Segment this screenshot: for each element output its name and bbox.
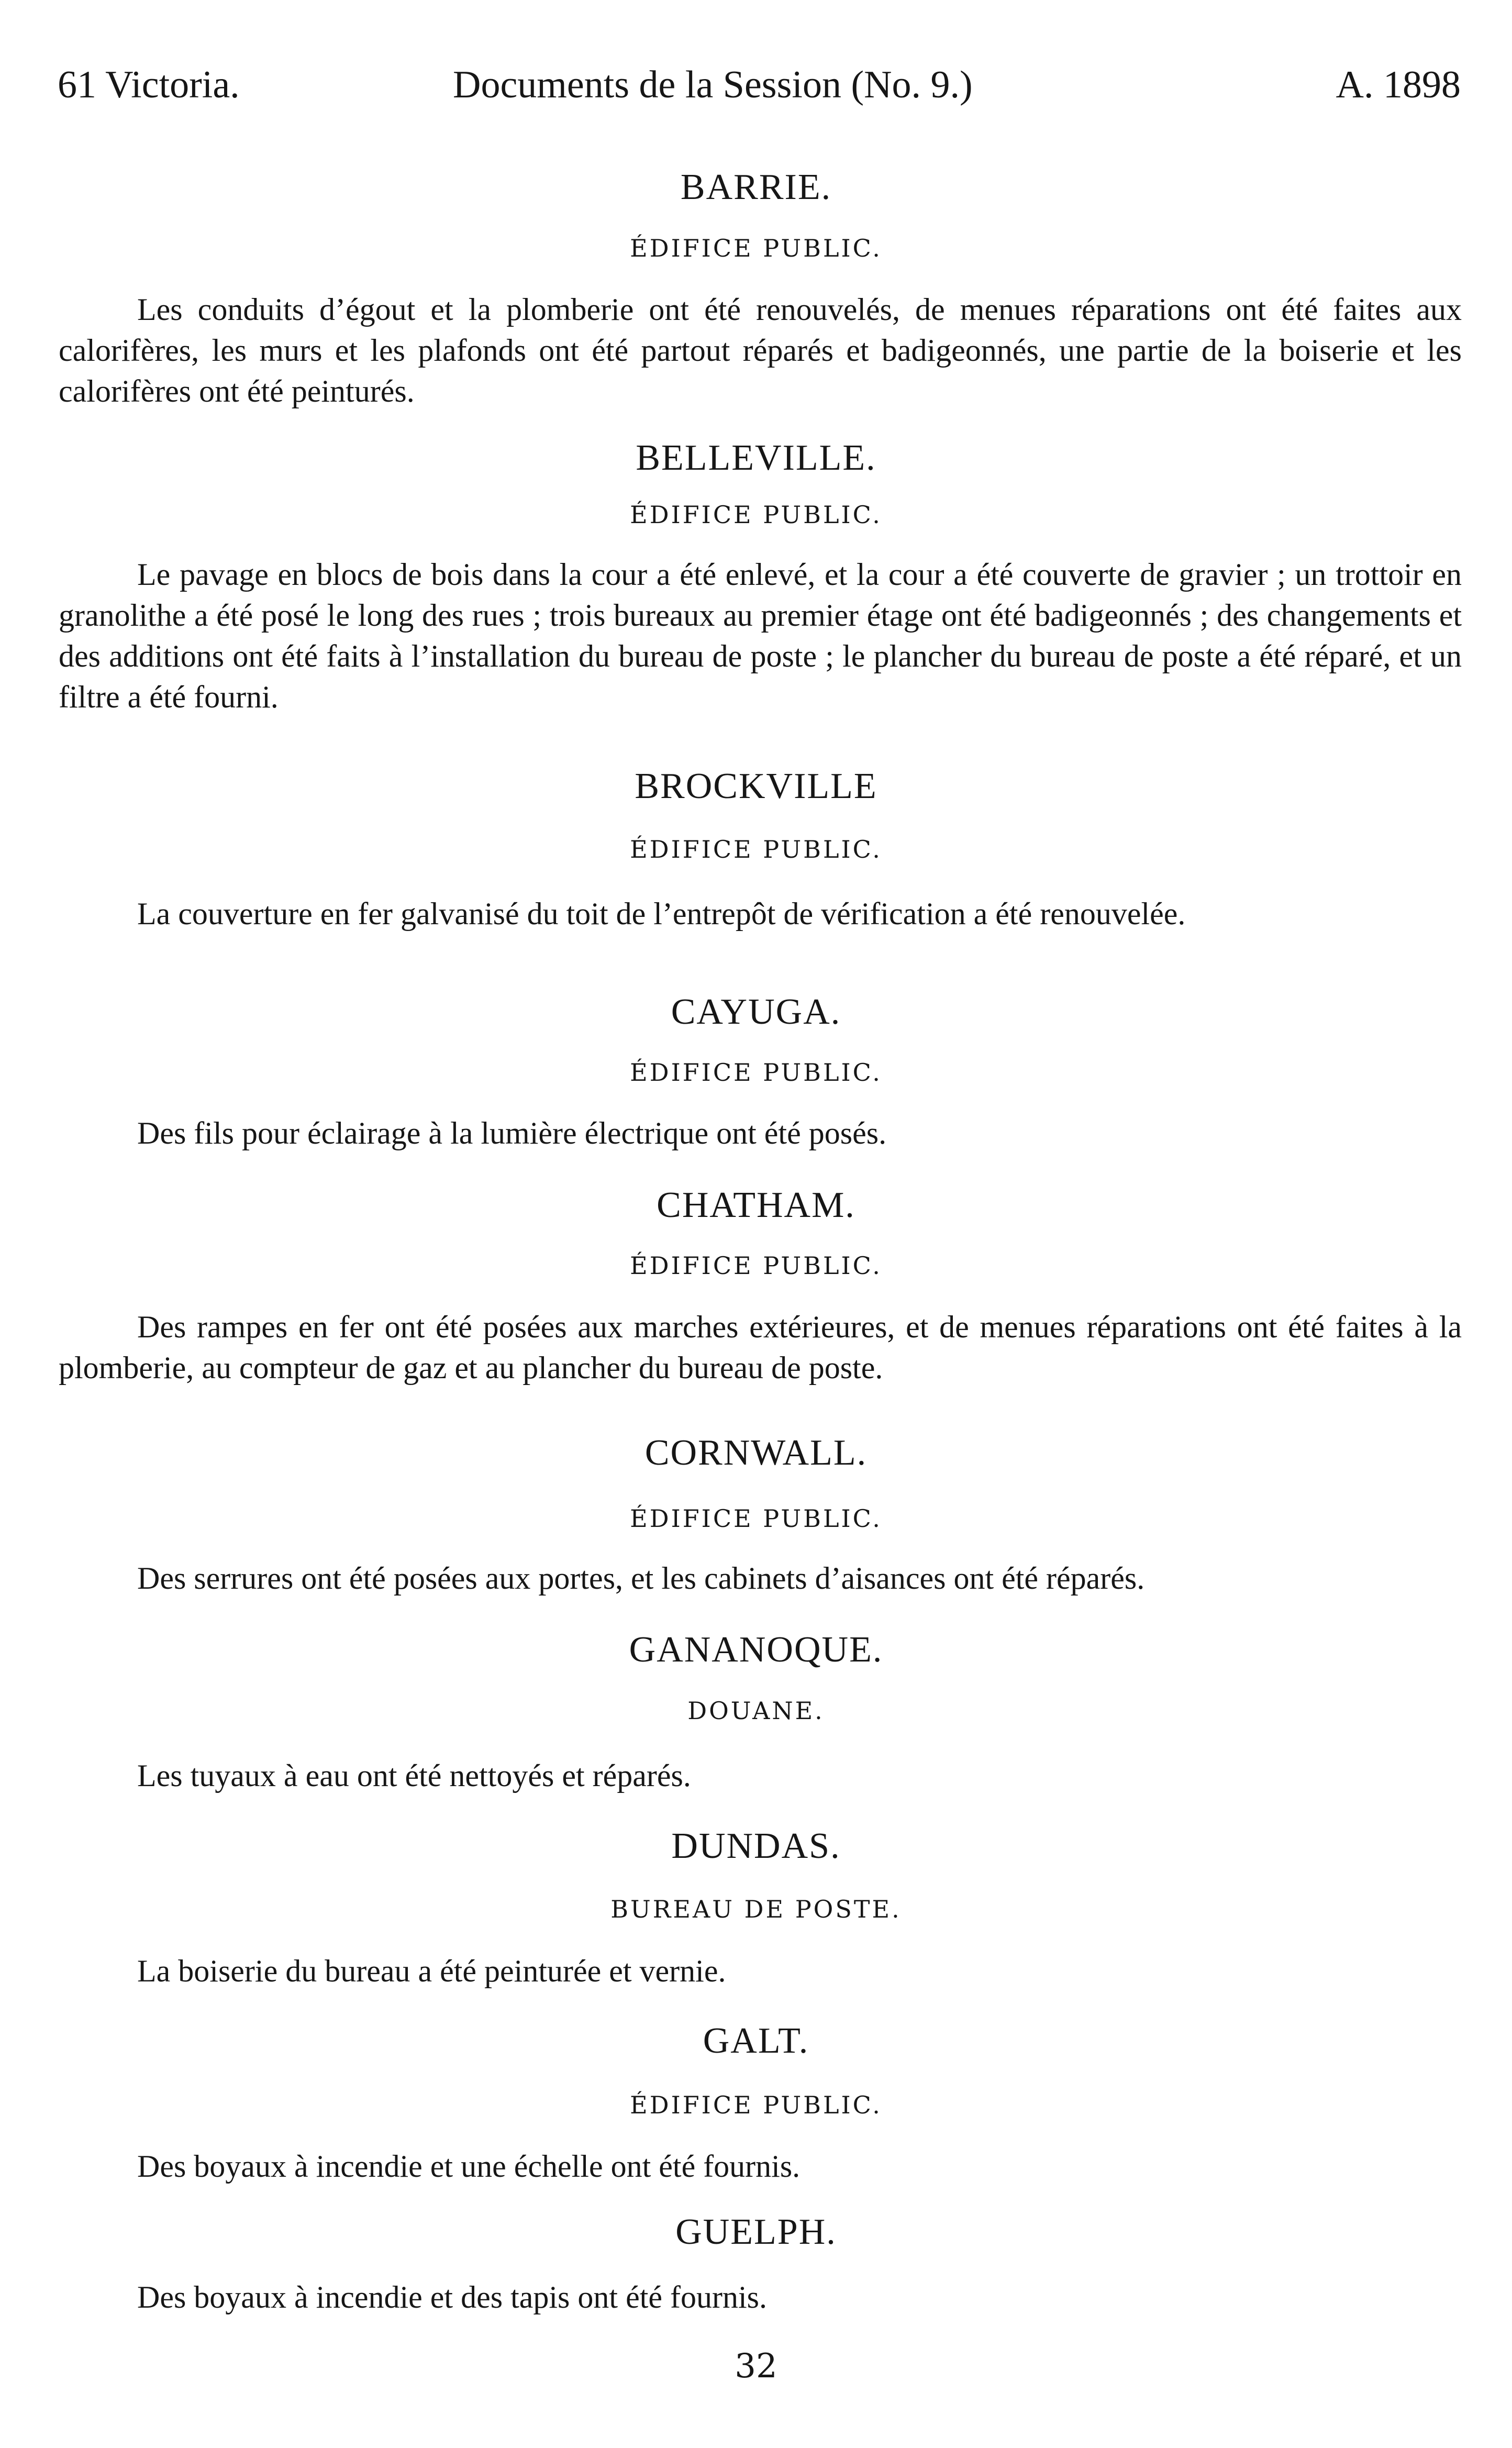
place-heading-guelph: GUELPH. xyxy=(675,2212,837,2252)
paragraph-dundas xyxy=(59,1951,1462,1991)
header-session-year: 61 Victoria. xyxy=(58,63,240,106)
place-heading-barrie: BARRIE. xyxy=(680,167,832,207)
paragraph-dundas-text: La boiserie du bureau a été peinturée et vernie. xyxy=(137,1954,726,1988)
paragraph-belleville-text: Le pavage en blocs de bois dans la cour a été enlevé, et la cour a été couverte de gravier ; un trottoir en granolithe a été posé le long des rues ; trois bureaux au premier étage ont été badigeonnés ; des changements et des additions ont été faits à l’installation du bureau de poste ; le plancher du bureau de poste a été réparé, et un filtre a été fourni. xyxy=(59,557,1462,714)
place-heading-chatham: CHATHAM. xyxy=(657,1185,855,1225)
building-type-cayuga: ÉDIFICE PUBLIC. xyxy=(630,1058,882,1087)
paragraph-cornwall xyxy=(59,1558,1462,1599)
place-heading-galt: GALT. xyxy=(703,2021,809,2061)
page-number: 32 xyxy=(735,2347,777,2386)
paragraph-guelph-text: Des boyaux à incendie et des tapis ont été fournis. xyxy=(137,2280,767,2314)
paragraph-chatham-text: Des rampes en fer ont été posées aux marches extérieures, et de menues réparations ont été faites à la plomberie, au compteur de gaz et au plancher du bureau de poste. xyxy=(59,1310,1462,1385)
place-heading-belleville: BELLEVILLE. xyxy=(636,438,876,478)
running-header xyxy=(58,63,1461,120)
paragraph-cornwall-text: Des serrures ont été posées aux portes, et les cabinets d’aisances ont été réparés. xyxy=(137,1561,1145,1596)
header-document-title: Documents de la Session (No. 9.) xyxy=(453,63,973,106)
header-year: A. 1898 xyxy=(1336,63,1461,106)
paragraph-brockville xyxy=(59,893,1462,934)
place-heading-gananoque: GANANOQUE. xyxy=(629,1630,883,1670)
paragraph-cayuga-text: Des fils pour éclairage à la lumière électrique ont été posés. xyxy=(137,1116,887,1150)
paragraph-cayuga xyxy=(59,1113,1462,1154)
building-type-brockville: ÉDIFICE PUBLIC. xyxy=(630,835,882,863)
paragraph-barrie xyxy=(59,289,1462,412)
paragraph-galt xyxy=(59,2146,1462,2187)
building-type-gananoque: DOUANE. xyxy=(687,1697,825,1725)
paragraph-barrie-text: Les conduits d’égout et la plomberie ont été renouvelés, de menues réparations ont été faites aux calorifères, les murs et les plafonds ont été partout réparés et badigeonnés, une partie de la boiserie et les calorifères ont été peinturés. xyxy=(59,292,1462,408)
building-type-belleville: ÉDIFICE PUBLIC. xyxy=(630,501,882,529)
building-type-chatham: ÉDIFICE PUBLIC. xyxy=(630,1251,882,1280)
building-type-barrie: ÉDIFICE PUBLIC. xyxy=(630,234,882,262)
paragraph-galt-text: Des boyaux à incendie et une échelle ont été fournis. xyxy=(137,2149,801,2184)
building-type-cornwall: ÉDIFICE PUBLIC. xyxy=(630,1504,882,1533)
place-heading-cornwall: CORNWALL. xyxy=(644,1433,868,1473)
paragraph-belleville xyxy=(59,554,1462,717)
paragraph-guelph xyxy=(59,2277,1462,2318)
place-heading-brockville: BROCKVILLE xyxy=(635,766,877,806)
paragraph-gananoque xyxy=(59,1755,1462,1796)
building-type-galt: ÉDIFICE PUBLIC. xyxy=(630,2091,882,2119)
building-type-dundas: BUREAU DE POSTE. xyxy=(610,1895,902,1923)
paragraph-brockville-text: La couverture en fer galvanisé du toit de l’entrepôt de vérification a été renouvelée. xyxy=(137,896,1186,931)
paragraph-chatham xyxy=(59,1306,1462,1388)
place-heading-cayuga: CAYUGA. xyxy=(671,992,841,1032)
paragraph-gananoque-text: Les tuyaux à eau ont été nettoyés et réparés. xyxy=(137,1758,691,1793)
place-heading-dundas: DUNDAS. xyxy=(671,1826,841,1866)
